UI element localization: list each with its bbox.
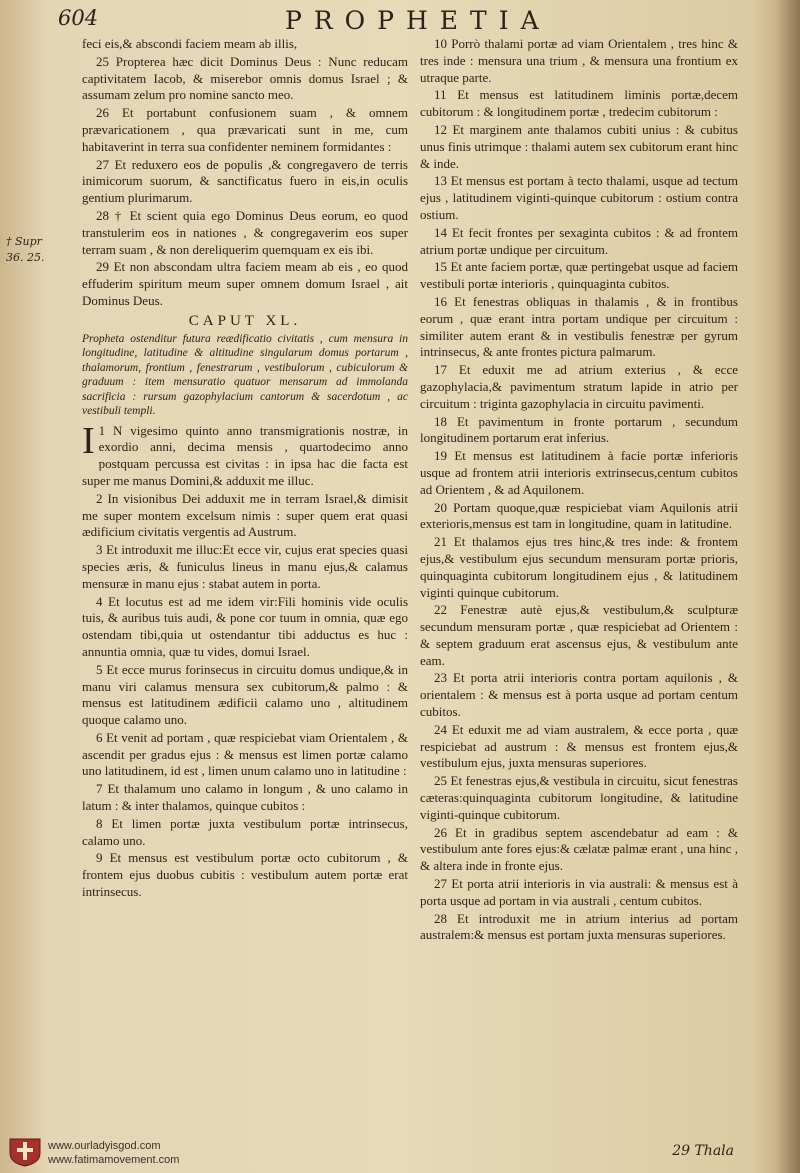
verse-paragraph: 9 Et mensus est vestibulum portæ octo cubitorum , & frontem ejus duobus cubitis : vestibulum autem portæ erat intrinsecus. — [82, 850, 408, 900]
verse-paragraph: 25 Propterea hæc dicit Dominus Deus : Nunc reducam captivitatem Iacob, & miserebor omnis domus Israel ; & assumam zelum pro nomine sancto meo. — [82, 53, 408, 103]
verse-paragraph: 26 Et in gradibus septem ascendebatur ad eam : & vestibulum ante fores ejus:& cælatæ palmæ erant , una hinc , & altera inde in fronte ejus. — [420, 824, 738, 874]
verse-paragraph: 10 Porrò thalami portæ ad viam Orientalem , tres hinc & tres inde : mensura una trium , & mensura una frontium ex utraque parte. — [420, 36, 738, 85]
chapter-summary: Propheta ostenditur futura reædificatio civitatis , cum mensura in longitudine, latitudine & altitudine singularum domus portarum , thalamorum, frontium , fenestrarum , vestibulorum , cubiculorum & graduum : item mensuratio quatuor mensarum ad immolanda sacrificia : rursum gazophylacium cantorum & sacerdotum , ac vestibuli templi. — [82, 332, 408, 418]
verse-paragraph: 3 Et introduxit me illuc:Et ecce vir, cujus erat species quasi species æris, & funiculus lineus in manu ejus,& calamus mensuræ in manu ejus : stabat autem in porta. — [82, 542, 408, 591]
verse-paragraph: 5 Et ecce murus forinsecus in circuitu domus undique,& in manu viri calamus mensura sex cubitorum,& palmo : & mensus est latitudinem ædificii calamo uno , altitudinem quoque calamo uno. — [82, 661, 408, 728]
chapter-opening — [82, 419, 408, 490]
verse-paragraph: 24 Et eduxit me ad viam australem, & ecce porta , quæ respiciebat ad austrum : & mensus est frontem ejus,& vestibulum ejus, juxta mensuras superiores. — [420, 721, 738, 771]
verse-paragraph: 6 Et venit ad portam , quæ respiciebat viam Orientalem , & ascendit per gradus ejus : & mensus est limen portæ calamo uno latitudinem, id est , limen unum calamo uno in latitudine : — [82, 729, 408, 779]
verse-paragraph: 2 In visionibus Dei adduxit me in terram Israel,& dimisit me super montem excelsum nimis : super quem erat quasi ædificium civitatis vergentis ad Austrum. — [82, 490, 408, 540]
running-title: PROPHETIA — [285, 6, 551, 35]
verse-paragraph: 13 Et mensus est portam à tecto thalami, usque ad tectum ejus , latitudinem viginti-quinque cubitorum : ostium contra ostium. — [420, 173, 738, 222]
verse-paragraph: 12 Et marginem ante thalamos cubiti unius : & cubitus unus finis utrimque : thalami autem sex cubitorum erant hinc & inde. — [420, 121, 738, 171]
verse-paragraph: 8 Et limen portæ juxta vestibulum portæ intrinsecus, calamo uno. — [82, 815, 408, 848]
margin-note-line: † Supr — [6, 235, 42, 248]
footer-url: www.ourladyisgod.com — [48, 1140, 161, 1152]
verse-paragraph: 11 Et mensus est latitudinem liminis portæ,decem cubitorum : & longitudinem portæ , tredecim cubitorum : — [420, 87, 738, 120]
chapter-title: CAPUT XL. — [188, 312, 302, 329]
right-column — [420, 36, 738, 1126]
margin-cross-reference — [6, 234, 60, 266]
catchword: 29 Thala — [672, 1143, 734, 1159]
footer-watermark — [48, 1139, 179, 1167]
verse-paragraph: 29 Et non abscondam ultra faciem meam ab eis , eo quod effuderim spiritum meum super omnem domum Israel , ait Dominus Deus. — [82, 259, 408, 308]
verse-paragraph: 19 Et mensus est latitudinem à facie portæ inferioris usque ad frontem atrii interioris extrinsecus,centum cubitos ad Orientem , & ad Aquilonem. — [420, 448, 738, 497]
drop-cap: I — [82, 419, 95, 462]
verse-paragraph: 28 † Et scient quia ego Dominus Deus eorum, eo quod transtulerim eos in nationes , & congregaverim eos super terram suam , & non dereliquerim quemquam ex eis ibi. — [82, 207, 408, 257]
footer-url: www.fatimamovement.com — [48, 1154, 180, 1166]
verse-paragraph: 20 Portam quoque,quæ respiciebat viam Aquilonis atrii exterioris,mensus est tam in longitudine, quam in latitudine. — [420, 499, 738, 532]
verse-paragraph: 27 Et reduxero eos de populis ,& congregavero de terris inimicorum suorum, & sanctificatus fuero in eis,in oculis gentium plurimarum. — [82, 156, 408, 206]
verse-paragraph: 23 Et porta atrii interioris contra portam aquilonis , & orientalem : & mensus est à porta usque ad portam centum cubitos. — [420, 670, 738, 720]
verse-paragraph: 25 Et fenestras ejus,& vestibula in circuitu, sicut fenestras cæteras:quinquaginta cubitorum longitudine, & latitudine viginti-quinque cubitorum. — [420, 773, 738, 822]
verse-paragraph: 4 Et locutus est ad me idem vir:Fili hominis vide oculis tuis, & auribus tuis audi, & pone cor tuum in omnia, quæ ego ostendam tibi,quia ut ostendantur tibi adductus es huc : annuntia omnia, quæ tu vides, domui Israel. — [82, 593, 408, 659]
verse-paragraph: 16 Et fenestras obliquas in thalamis , & in frontibus eorum , quæ erant intra portam undique per circuitum : similiter autem erant & in vestibulis fenestræ per gyrum intrinsecus, & ante frontes pictura palmarum. — [420, 293, 738, 360]
verse-paragraph: 7 Et thalamum uno calamo in longum , & uno calamo in latum : & inter thalamos, quinque cubitos : — [82, 781, 408, 814]
verse-paragraph: 27 Et porta atrii interioris in via australi: & mensus est à porta usque ad portam in via australi , centum cubitos. — [420, 876, 738, 908]
verse-text: 1 N vigesimo quinto anno transmigrationis nostræ, in exordio anni, decima mensis , quartodecimo anno postquam percussa est civitas : in ipsa hac die facta est super me manus Domini,& adduxit me illuc. — [82, 422, 408, 488]
left-column — [82, 36, 408, 1126]
verse-paragraph: 21 Et thalamos ejus tres hinc,& tres inde: & frontem ejus,& vestibulum ejus secundum mensuram portæ prioris, quinquaginta cubitorum longitudinem ejus , & latitudinem viginti quinque cubitorum. — [420, 534, 738, 600]
margin-note-line: 36. 25. — [6, 251, 45, 264]
page-edge-shadow — [776, 0, 800, 1173]
page-number: 604 — [58, 6, 99, 30]
verse-paragraph: 18 Et pavimentum in fronte portarum , secundum longitudinem portarum erat inferius. — [420, 413, 738, 446]
verse-paragraph: 15 Et ante faciem portæ, quæ pertingebat usque ad faciem vestibuli portæ interioris , quinquaginta cubitos. — [420, 259, 738, 292]
verse-paragraph: 14 Et fecit frontes per sexaginta cubitos : & ad frontem atrium portæ undique per circuitum. — [420, 224, 738, 257]
verse-paragraph: 28 Et introduxit me in atrium interius ad portam australem:& mensus est portam juxta mensuras superiores. — [420, 910, 738, 943]
verse-paragraph: 26 Et portabunt confusionem suam , & omnem prævaricationem , qua prævaricati sunt in me, cum habitaverint in terra sua confidenter neminem formidantes : — [82, 105, 408, 154]
verse-paragraph: 17 Et eduxit me ad atrium exterius , & ecce gazophylacia,& pavimentum stratum lapide in atrio per circuitum : triginta gazophylacia in circuitu pavimenti. — [420, 362, 738, 411]
shield-emblem-icon — [8, 1137, 42, 1167]
page-header — [40, 6, 760, 36]
verse-paragraph: feci eis,& abscondi faciem meam ab illis, — [82, 36, 298, 51]
verse-paragraph: 22 Fenestræ autè ejus,& vestibulum,& sculpturæ secundum mensuram portæ , quæ respiciebat ad Orientem : & septem graduum erat ascensus ejus, & vestibulum ante eam. — [420, 602, 738, 668]
